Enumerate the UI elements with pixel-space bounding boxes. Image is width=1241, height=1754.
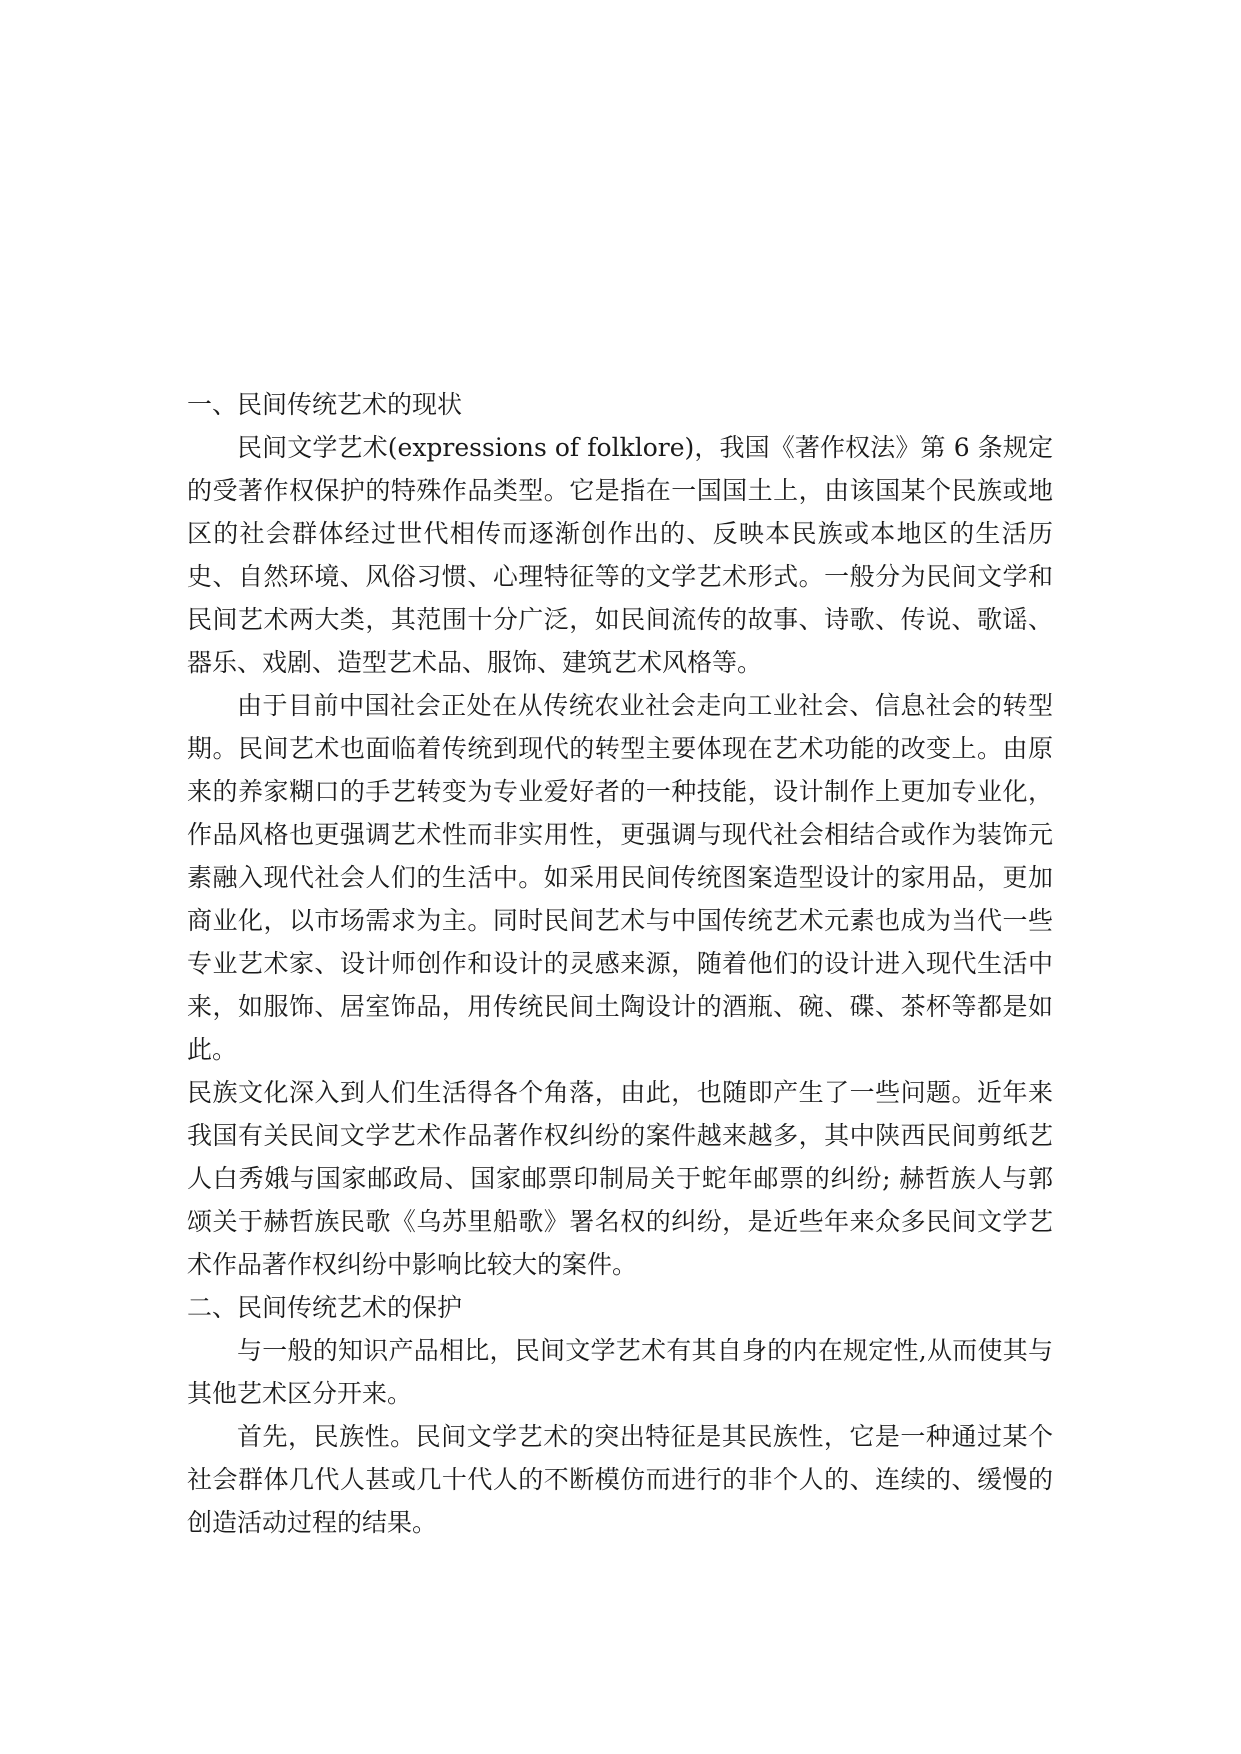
paragraph-copyright-disputes: 民族文化深入到人们生活得各个角落，由此，也随即产生了一些问题。近年来我国有关民间文学艺术作品著作权纠纷的案件越来越多，其中陕西民间剪纸艺人白秀娥与国家邮政局、国家邮票印制局关于蛇年邮票的纠纷; 赫哲族人与郭颂关于赫哲族民歌《乌苏里船歌》署名权的纠纷，是近些年来众多民间文学艺术作品著作权纠纷中影响比较大的案件。	[187, 1078, 1053, 1279]
paragraph-intrinsic-nature: 与一般的知识产品相比，民间文学艺术有其自身的内在规定性,从而使其与其他艺术区分开来。	[187, 1336, 1053, 1408]
section-heading-current-status: 一、民间传统艺术的现状	[187, 390, 463, 419]
section-heading-protection: 二、民间传统艺术的保护	[187, 1293, 463, 1322]
paragraph-folklore-definition: 民间文学艺术(expressions of folklore)，我国《著作权法》第 6 条规定的受著作权保护的特殊作品类型。它是指在一国国土上，由该国某个民族或地区的社会群体经过世代相传而逐渐创作出的、反映本民族或本地区的生活历史、自然环境、风俗习惯、心理特征等的文学艺术形式。一般分为民间文学和民间艺术两大类，其范围十分广泛，如民间流传的故事、诗歌、传说、歌谣、器乐、戏剧、造型艺术品、服饰、建筑艺术风格等。	[187, 433, 1053, 677]
paragraph-nationality: 首先，民族性。民间文学艺术的突出特征是其民族性，它是一种通过某个社会群体几代人甚或几十代人的不断模仿而进行的非个人的、连续的、缓慢的创造活动过程的结果。	[187, 1422, 1053, 1537]
document-body	[187, 383, 1053, 1544]
paragraph-transformation: 由于目前中国社会正处在从传统农业社会走向工业社会、信息社会的转型期。民间艺术也面临着传统到现代的转型主要体现在艺术功能的改变上。由原来的养家糊口的手艺转变为专业爱好者的一种技能，设计制作上更加专业化，作品风格也更强调艺术性而非实用性，更强调与现代社会相结合或作为装饰元素融入现代社会人们的生活中。如采用民间传统图案造型设计的家用品，更加商业化，以市场需求为主。同时民间艺术与中国传统艺术元素也成为当代一些专业艺术家、设计师创作和设计的灵感来源，随着他们的设计进入现代生活中来，如服饰、居室饰品，用传统民间土陶设计的酒瓶、碗、碟、茶杯等都是如此。	[187, 691, 1053, 1064]
